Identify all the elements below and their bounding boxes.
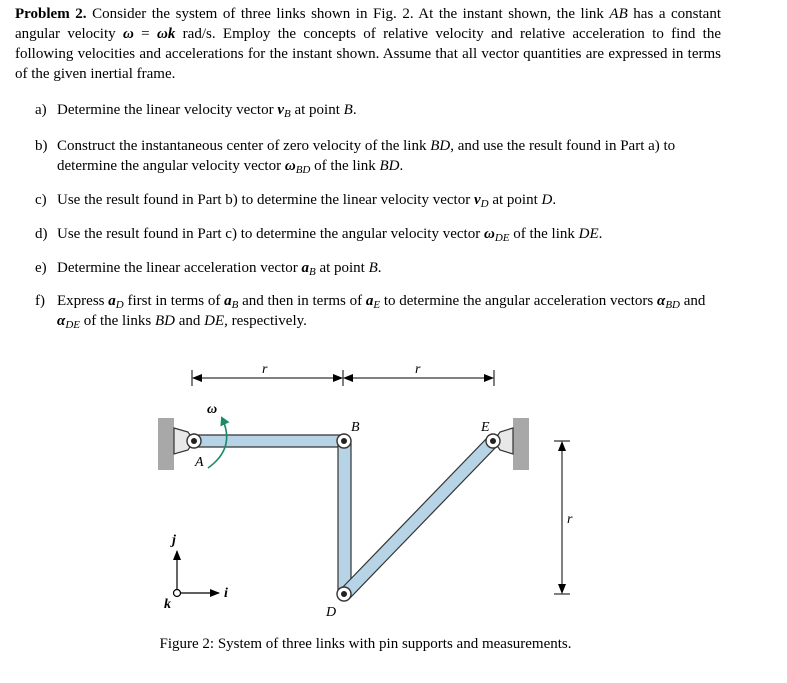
intro-link-ab: AB — [609, 6, 628, 22]
label-r-vertical: r — [567, 512, 573, 527]
figure-caption: Figure 2: System of three links with pin supports and measurements. — [159, 636, 572, 652]
problem-heading: Problem 2. — [15, 6, 87, 22]
part-text: Construct the instantaneous center of zero velocity of the link BD, and use the result found in Part a) to determine the angular velocity vector $\omega_{BD}$ of the link BD. — [57, 138, 676, 176]
wall-right — [513, 418, 529, 470]
part-text: Express $a_D$ first in terms of $a_B$ and then in terms of $a_E$ to determine the angular acceleration vectors $\alpha_{BD}$ and $\alpha_{DE}$ of the links BD and DE, respectively. — [57, 293, 706, 331]
part-label: e) — [35, 260, 47, 276]
label-point-b: B — [351, 420, 360, 435]
part-label: b) — [35, 138, 48, 154]
label-axis-k: k — [164, 597, 171, 612]
intro-omega-k: ωk — [156, 26, 176, 42]
label-r-left: r — [262, 362, 268, 377]
part-label: a) — [35, 102, 47, 118]
part-label: d) — [35, 226, 48, 242]
part-text: Use the result found in Part b) to determine the linear velocity vector $v_D$ at point D. — [57, 192, 557, 210]
part-text: Use the result found in Part c) to determine the angular velocity vector $\omega_{DE}$ of the link DE. — [57, 226, 603, 244]
dimension-horizontal — [192, 370, 494, 386]
part-text: Determine the linear acceleration vector $a_B$ at point B. — [57, 260, 382, 278]
part-text: Determine the linear velocity vector $v_B$ at point B. — [57, 102, 357, 120]
pin-e — [486, 434, 500, 448]
label-point-d: D — [326, 605, 337, 620]
label-point-e: E — [481, 420, 490, 435]
link-bd — [338, 441, 351, 595]
label-point-a: A — [195, 455, 204, 470]
label-axis-i: i — [224, 586, 228, 601]
link-ab — [192, 435, 345, 447]
intro-omega: ω — [122, 26, 134, 42]
part-label: c) — [35, 192, 47, 208]
coordinate-axes — [174, 551, 220, 597]
axis-k-symbol — [174, 590, 181, 597]
label-axis-j: j — [172, 533, 176, 548]
intro-text-3: rad/s. Employ the concepts of relative velocity and relative acceleration to find the following velocities and accelerations for the instant shown. Assume that all vector quantities are expressed in terms of the given inertial frame. — [15, 26, 721, 82]
label-omega: ω — [207, 402, 218, 417]
wall-left — [158, 418, 174, 470]
pin-d — [337, 587, 351, 601]
intro-equals: = — [133, 26, 157, 42]
pin-a — [187, 434, 201, 448]
part-label: f) — [35, 293, 45, 309]
intro-text-1: Consider the system of three links shown in Fig. 2. At the instant shown, the link — [92, 6, 610, 22]
link-de — [341, 437, 497, 598]
label-r-right: r — [415, 362, 421, 377]
intro-text-2: has a constant angular velocity — [15, 6, 722, 42]
pin-b — [337, 434, 351, 448]
